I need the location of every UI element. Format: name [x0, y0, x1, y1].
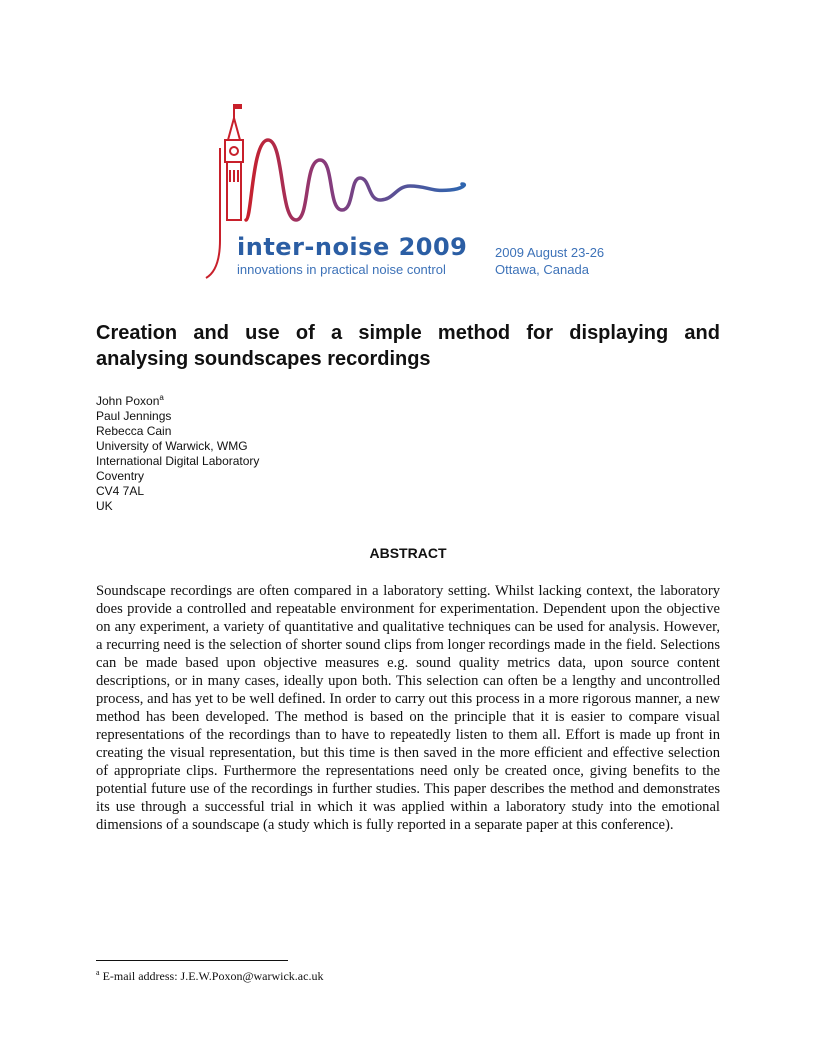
author-name: John Poxon$^a$ — [96, 393, 164, 408]
author-block — [96, 390, 259, 514]
footnote-marker: a — [159, 393, 164, 402]
author-name: Paul Jennings — [96, 409, 172, 423]
footnote-marker: a — [96, 968, 100, 977]
affiliation-line: University of Warwick, WMG — [96, 439, 248, 453]
footnote-text: E-mail address: J.E.W.Poxon@warwick.ac.uk — [99, 969, 324, 983]
abstract-text: Soundscape recordings are often compared in a laboratory setting. Whilst lacking context, the laboratory does provide a controlled and repeatable environment for experimentation. Dependent upon the objective on any experiment, a variety of quantitative and qualitative techniques can be used for analysis. However, a recurring need is the selection of shorter sound clips from longer recordings made in the field. Selections can be made based upon objective measures e.g. sound quality metrics data, upon source content descriptions, or in many cases, ideally upon both. This selection can often be a lengthy and uncontrolled process, and has yet to be well defined. In order to carry out this process in a more rigorous manner, a new method has been developed. The method is based on the principle that it is easier to compare visual representations of the recordings than to have to repeatedly listen to them all. Effort is made up front in creating the visual representation, but this time is then saved in the more efficient and effective selection of appropriate clips. Furthermore the representations need only be created once, giving benefits to the potential future use of the recordings in further studies. This paper describes the method and demonstrates its use through a successful trial in which it was applied within a laboratory study into the emotional dimensions of a soundscape (a study which is fully reported in a separate paper at this conference). — [96, 583, 720, 833]
affiliation-line: Coventry — [96, 469, 145, 483]
conference-location: Ottawa, Canada — [495, 262, 589, 277]
affiliation-line: International Digital Laboratory — [96, 454, 260, 468]
abstract-heading: ABSTRACT — [369, 545, 447, 561]
affiliation-line: CV4 7AL — [96, 484, 145, 498]
footnote — [96, 968, 323, 984]
footnote-divider — [96, 960, 288, 961]
author-name: Rebecca Cain — [96, 424, 172, 438]
paper-title: Creation and use of a simple method for displaying and analysing soundscapes recordings — [96, 322, 720, 370]
conference-tagline: innovations in practical noise control — [237, 262, 446, 277]
conference-name: inter-noise 2009 — [237, 233, 468, 261]
affiliation-line: UK — [96, 499, 113, 513]
conference-date: 2009 August 23-26 — [495, 245, 605, 260]
sound-wave-icon — [246, 140, 464, 220]
